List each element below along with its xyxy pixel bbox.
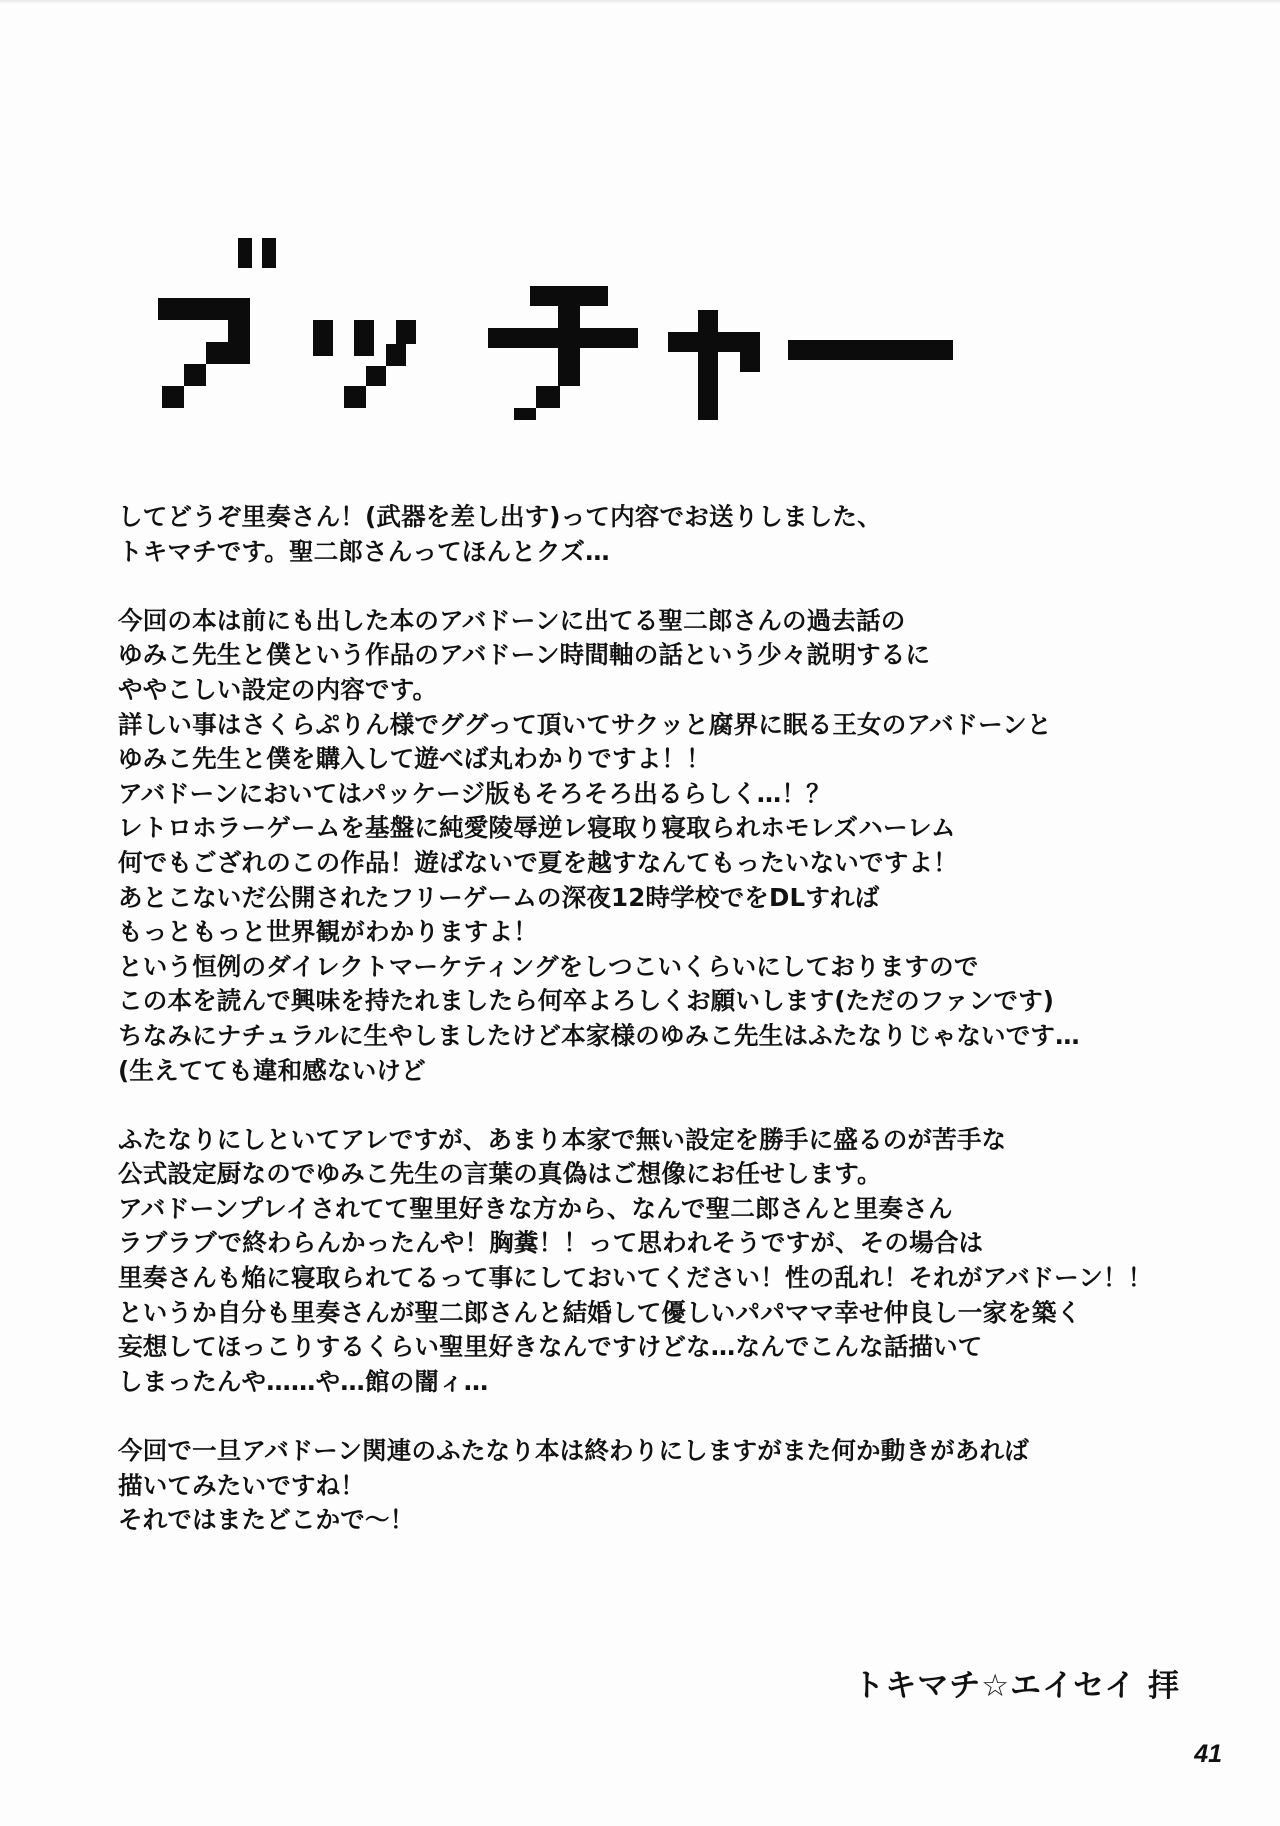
text-line: ややこしい設定の内容です。 <box>118 674 438 704</box>
text-line: してどうぞ里奏さん！(武器を差し出す)って内容でお送りしました、 <box>118 502 882 531</box>
text-line: 何でもござれのこの作品！遊ばないで夏を越すなんてもったいないですよ！ <box>118 847 958 877</box>
text-line: 公式設定厨なのでゆみこ先生の言葉の真偽はご想像にお任せします。 <box>118 1159 882 1189</box>
text-line: という恒例のダイレクトマーケティングをしつこいくらいにしておりますので <box>118 951 979 981</box>
text-line: しまったんや……や…館の闇ィ… <box>118 1366 489 1396</box>
author-signature: トキマチ☆エイセイ 拝 <box>853 1668 1180 1704</box>
text-line: 今回で一旦アバドーン関連のふたなり本は終わりにしますがまた何か動きがあれば <box>118 1436 1029 1466</box>
text-line: 今回の本は前にも出した本のアバドーンに出てる聖二郎さんの過去話の <box>118 605 906 635</box>
text-line: レトロホラーゲームを基盤に純愛陵辱逆レ寝取り寝取られホモレズハーレム <box>118 813 956 843</box>
text-line: あとこないだ公開されたフリーゲームの深夜12時学校でをDLすれば <box>118 882 880 912</box>
text-line: 描いてみたいですね！ <box>118 1470 365 1500</box>
text-line: 妄想してほっこりするくらい聖里好きなんですけどな…なんでこんな話描いて <box>118 1332 983 1362</box>
text-line: もっともっと世界観がわかりますよ！ <box>118 917 538 947</box>
afterword-text <box>118 500 1198 1538</box>
text-line: トキマチです。聖二郎さんってほんとクズ… <box>118 536 610 566</box>
page-top-edge <box>0 0 1280 4</box>
paragraph-spacer <box>118 569 1198 604</box>
text-line: 里奏さんも焔に寝取られてるって事にしておいてください！性の乱れ！それがアバドーン！！ <box>118 1263 1153 1293</box>
text-line: 詳しい事はさくらぷりん様でググって頂いてサクッと腐界に眠る王女のアバドーンと <box>118 709 1052 739</box>
text-line: (生えてても違和感ないけど <box>118 1055 426 1085</box>
text-line: というか自分も里奏さんが聖二郎さんと結婚して優しいパパママ幸せ仲良し一家を築く <box>118 1297 1082 1327</box>
text-line: アバドーンプレイされてて聖里好きな方から、なんで聖二郎さんと里奏さん <box>118 1193 953 1223</box>
text-line: ラブラブで終わらんかったんや！胸糞！！って思われそうですが、その場合は <box>118 1228 984 1258</box>
text-line: ゆみこ先生と僕を購入して遊べば丸わかりですよ！！ <box>118 744 711 774</box>
paragraph-spacer <box>118 1399 1198 1434</box>
text-line: この本を読んで興味を持たれましたら何卒よろしくお願いします(ただのファンです) <box>118 986 1055 1016</box>
text-line: ふたなりにしといてアレですが、あまり本家で無い設定を勝手に盛るのが苦手な <box>118 1124 1007 1154</box>
text-line: ちなみにナチュラルに生やしましたけど本家様のゆみこ先生はふたなりじゃないです… <box>118 1020 1080 1050</box>
headline-pixel-graphic <box>158 220 978 450</box>
text-line: それではまたどこかで～！ <box>118 1505 415 1535</box>
text-line: アバドーンにおいてはパッケージ版もそろそろ出るらしく…！？ <box>118 778 831 808</box>
page-number: 41 <box>1194 1740 1222 1768</box>
text-line: ゆみこ先生と僕という作品のアバドーン時間軸の話という少々説明するに <box>118 640 931 670</box>
headline-pixel-art <box>158 220 978 450</box>
paragraph-spacer <box>118 1088 1198 1123</box>
